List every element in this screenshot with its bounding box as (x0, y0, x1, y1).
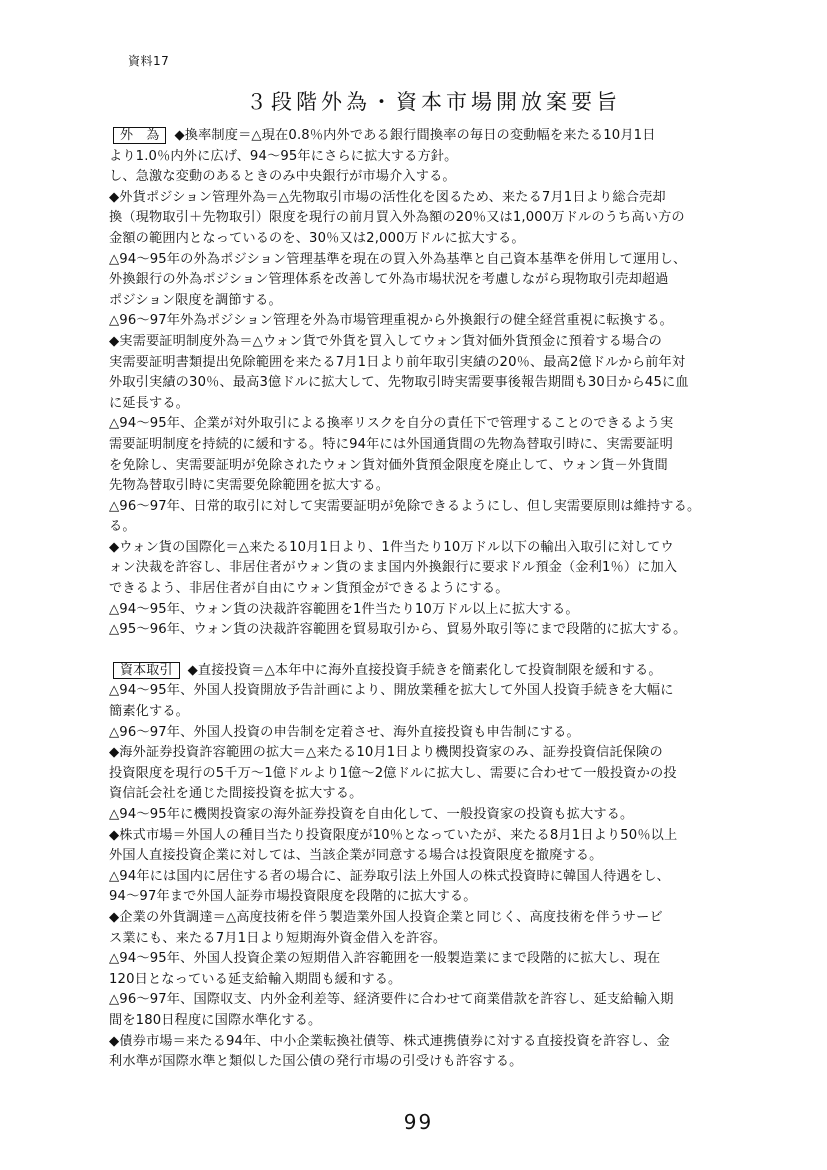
text-line (109, 270, 777, 291)
text-line (109, 311, 777, 332)
text-line (109, 764, 777, 785)
line-text: を免除し、実需要証明が免除されたウォン貨対価外貨預金限度を廃止して、ウォン貨－外貨間 (109, 457, 668, 473)
line-text: ポジション限度を調節する。 (109, 292, 282, 308)
text-line (109, 949, 777, 970)
line-text: 外取引実績の30％、最高3億ドルに拡大して、先物取引時実需要事後報告期間も30日から45に血 (109, 375, 689, 391)
text-line (109, 990, 777, 1011)
text-line (109, 1032, 777, 1053)
text-line (109, 1052, 777, 1073)
line-text: 実需要証明書類提出免除範囲を来たる7月1日より前年取引実績の20％、最高2億ドルから前年対 (109, 354, 686, 370)
line-text: ◆企業の外貨調達＝△高度技術を伴う製造業外国人投資企業と同じく、高度技術を伴うサービ (109, 909, 663, 925)
line-text: △94年には国内に居住する者の場合に、証券取引法上外国人の株式投資時に韓国人待遇をし、 (109, 868, 670, 884)
line-text: 外換銀行の外為ポジション管理体系を改善して外為市場状況を考慮しながら現物取引売却超過 (109, 272, 669, 288)
line-text: ◆外貨ポジション管理外為＝△先物取引市場の活性化を図るため、来たる7月1日より総合売却 (109, 189, 666, 205)
text-line (109, 373, 777, 394)
line-text: △94～95年、ウォン貨の決裁許容範囲を1件当たり10万ドル以上に拡大する。 (109, 601, 579, 617)
line-text: △96～97年外為ポジション管理を外為市場管理重視から外換銀行の健全経営重視に転換する。 (109, 313, 674, 329)
text-line (109, 126, 777, 147)
text-line (109, 620, 777, 641)
line-text: △96～97年、国際収支、内外金利差等、経済要件に合わせて商業借款を許容し、延支給輸入期 (109, 992, 674, 1008)
line-text: ◆債券市場＝来たる94年、中小企業転換社債等、株式連携債券に対する直接投資を許容し、金 (109, 1033, 670, 1049)
text-line (109, 702, 777, 723)
document-title: ３段階外為・資本市場開放案要旨 (246, 90, 621, 114)
text-line (109, 208, 777, 229)
line-text: △95～96年、ウォン貨の決裁許容範囲を貿易取引から、貿易外取引等にまで段階的に拡大する。 (109, 622, 687, 638)
text-line (109, 353, 777, 374)
line-text: ◆実需要証明制度外為＝△ウォン貨で外貨を買入してウォン貨対価外貨預金に預着する場合の (109, 333, 663, 349)
text-line (109, 970, 777, 991)
text-line (109, 908, 777, 929)
text-line (109, 250, 777, 271)
line-text: △94～95年に機関投資家の海外証券投資を自由化して、一般投資家の投資も拡大する。 (109, 807, 634, 822)
text-line (109, 291, 777, 312)
section-tag: 資本取引 (113, 662, 180, 679)
text-line (109, 497, 777, 518)
text-line (109, 929, 777, 950)
text-line (109, 456, 777, 477)
text-line (109, 517, 777, 538)
text-line (109, 846, 777, 867)
section-gap (109, 641, 777, 661)
line-text: 利水準が国際水準と類似した国公債の発行市場の引受けも許容する。 (109, 1054, 523, 1070)
line-text: ス業にも、来たる7月1日より短期海外資金借入を許容。 (109, 930, 447, 946)
line-text: 需要証明制度を持続的に緩和する。特に94年には外国通貨間の先物為替取引時に、実需要証明 (109, 436, 673, 452)
text-line (109, 558, 777, 579)
line-text: より1.0％内外に広げ、94～95年にさらに拡大する方針。 (109, 148, 458, 164)
line-text: 投資限度を現行の5千万～1億ドルより1億～2億ドルに拡大し、需要に合わせて一般投資かの投 (109, 765, 677, 781)
line-text: ◆直接投資＝△本年中に海外直接投資手続きを簡素化して投資制限を緩和する。 (187, 662, 662, 678)
text-line (109, 826, 777, 847)
line-text: △96～97年、日常的取引に対して実需要証明が免除できるようにし、但し実需要原則は維持する。 (109, 498, 701, 514)
line-text: △94～95年、外国人投資企業の短期借入許容範囲を一般製造業にまで段階的に拡大し、現在 (109, 951, 661, 967)
line-text: 120日となっている延支給輸入期間も緩和する。 (109, 971, 402, 987)
text-line (109, 723, 777, 744)
section-foreign-exchange (109, 126, 777, 641)
line-text: 換（現物取引＋先物取引）限度を現行の前月買入外為額の20％又は1,000万ドルのうち高い方の (109, 210, 685, 226)
section-capital-transactions (109, 661, 777, 1073)
line-text: 先物為替取引時に実需要免除範囲を拡大する。 (109, 478, 390, 494)
page-number: 99 (403, 1110, 434, 1134)
text-line (109, 147, 777, 168)
text-line (109, 784, 777, 805)
document-body (109, 126, 777, 1073)
text-line (109, 867, 777, 888)
line-text: し、急激な変動のあるときのみ中央銀行が市場介入する。 (109, 169, 456, 185)
line-text: ◆海外証券投資許容範囲の拡大＝△来たる10月1日より機関投資家のみ、証券投資信託保険の (109, 745, 663, 761)
line-text: ォン決裁を許容し、非居住者がウォン貨のまま国内外換銀行に要求ドル預金（金利1％）に加入 (109, 560, 678, 576)
text-line (109, 661, 777, 682)
text-line (109, 805, 777, 826)
line-text: △94～95年、企業が対外取引による換率リスクを自分の責任下で管理することのできるよう実 (109, 416, 674, 432)
section-tag: 外 為 (113, 127, 166, 144)
text-line (109, 476, 777, 497)
text-line (109, 1011, 777, 1032)
line-text: 94～97年まで外国人証券市場投資限度を段階的に拡大する。 (109, 889, 477, 905)
text-line (109, 394, 777, 415)
text-line (109, 743, 777, 764)
line-text: に延長する。 (109, 395, 190, 411)
text-line (109, 579, 777, 600)
text-line (109, 414, 777, 435)
line-text: △94～95年、外国人投資開放予告計画により、開放業種を拡大して外国人投資手続きを大幅に (109, 683, 674, 699)
text-line (109, 600, 777, 621)
line-text: ◆株式市場＝外国人の種目当たり投資限度が10％となっていたが、来たる8月1日より50％以上 (109, 827, 678, 843)
line-text: △94～95年の外為ポジション管理基準を現在の買入外為基準と自己資本基準を併用して運用し、 (109, 251, 687, 267)
line-text: ◆ウォン貨の国際化＝△来たる10月1日より、1件当たり10万ドル以下の輸出入取引に対してウ (109, 539, 674, 555)
text-line (109, 229, 777, 250)
line-text: 金額の範囲内となっているのを、30％又は2,000万ドルに拡大する。 (109, 230, 525, 246)
line-text: 外国人直接投資企業に対しては、当該企業が同意する場合は投資限度を撤廃する。 (109, 848, 603, 864)
text-line (109, 435, 777, 456)
line-text: る。 (109, 519, 136, 535)
text-line (109, 538, 777, 559)
line-text: ◆換率制度＝△現在0.8％内外である銀行間換率の毎日の変動幅を来たる10月1日 (174, 128, 656, 143)
line-text: 簡素化する。 (109, 704, 190, 720)
document-label: 資料17 (128, 54, 170, 68)
text-line (109, 167, 777, 188)
text-line (109, 188, 777, 209)
line-text: 間を180日程度に国際水準化する。 (109, 1012, 322, 1028)
line-text: できるよう、非居住者が自由にウォン貨預金ができるようにする。 (109, 581, 509, 597)
text-line (109, 887, 777, 908)
line-text: 資信託会社を通じた間接投資を拡大する。 (109, 786, 363, 802)
line-text: △96～97年、外国人投資の申告制を定着させ、海外直接投資も申告制にする。 (109, 724, 580, 740)
text-line (109, 332, 777, 353)
text-line (109, 681, 777, 702)
